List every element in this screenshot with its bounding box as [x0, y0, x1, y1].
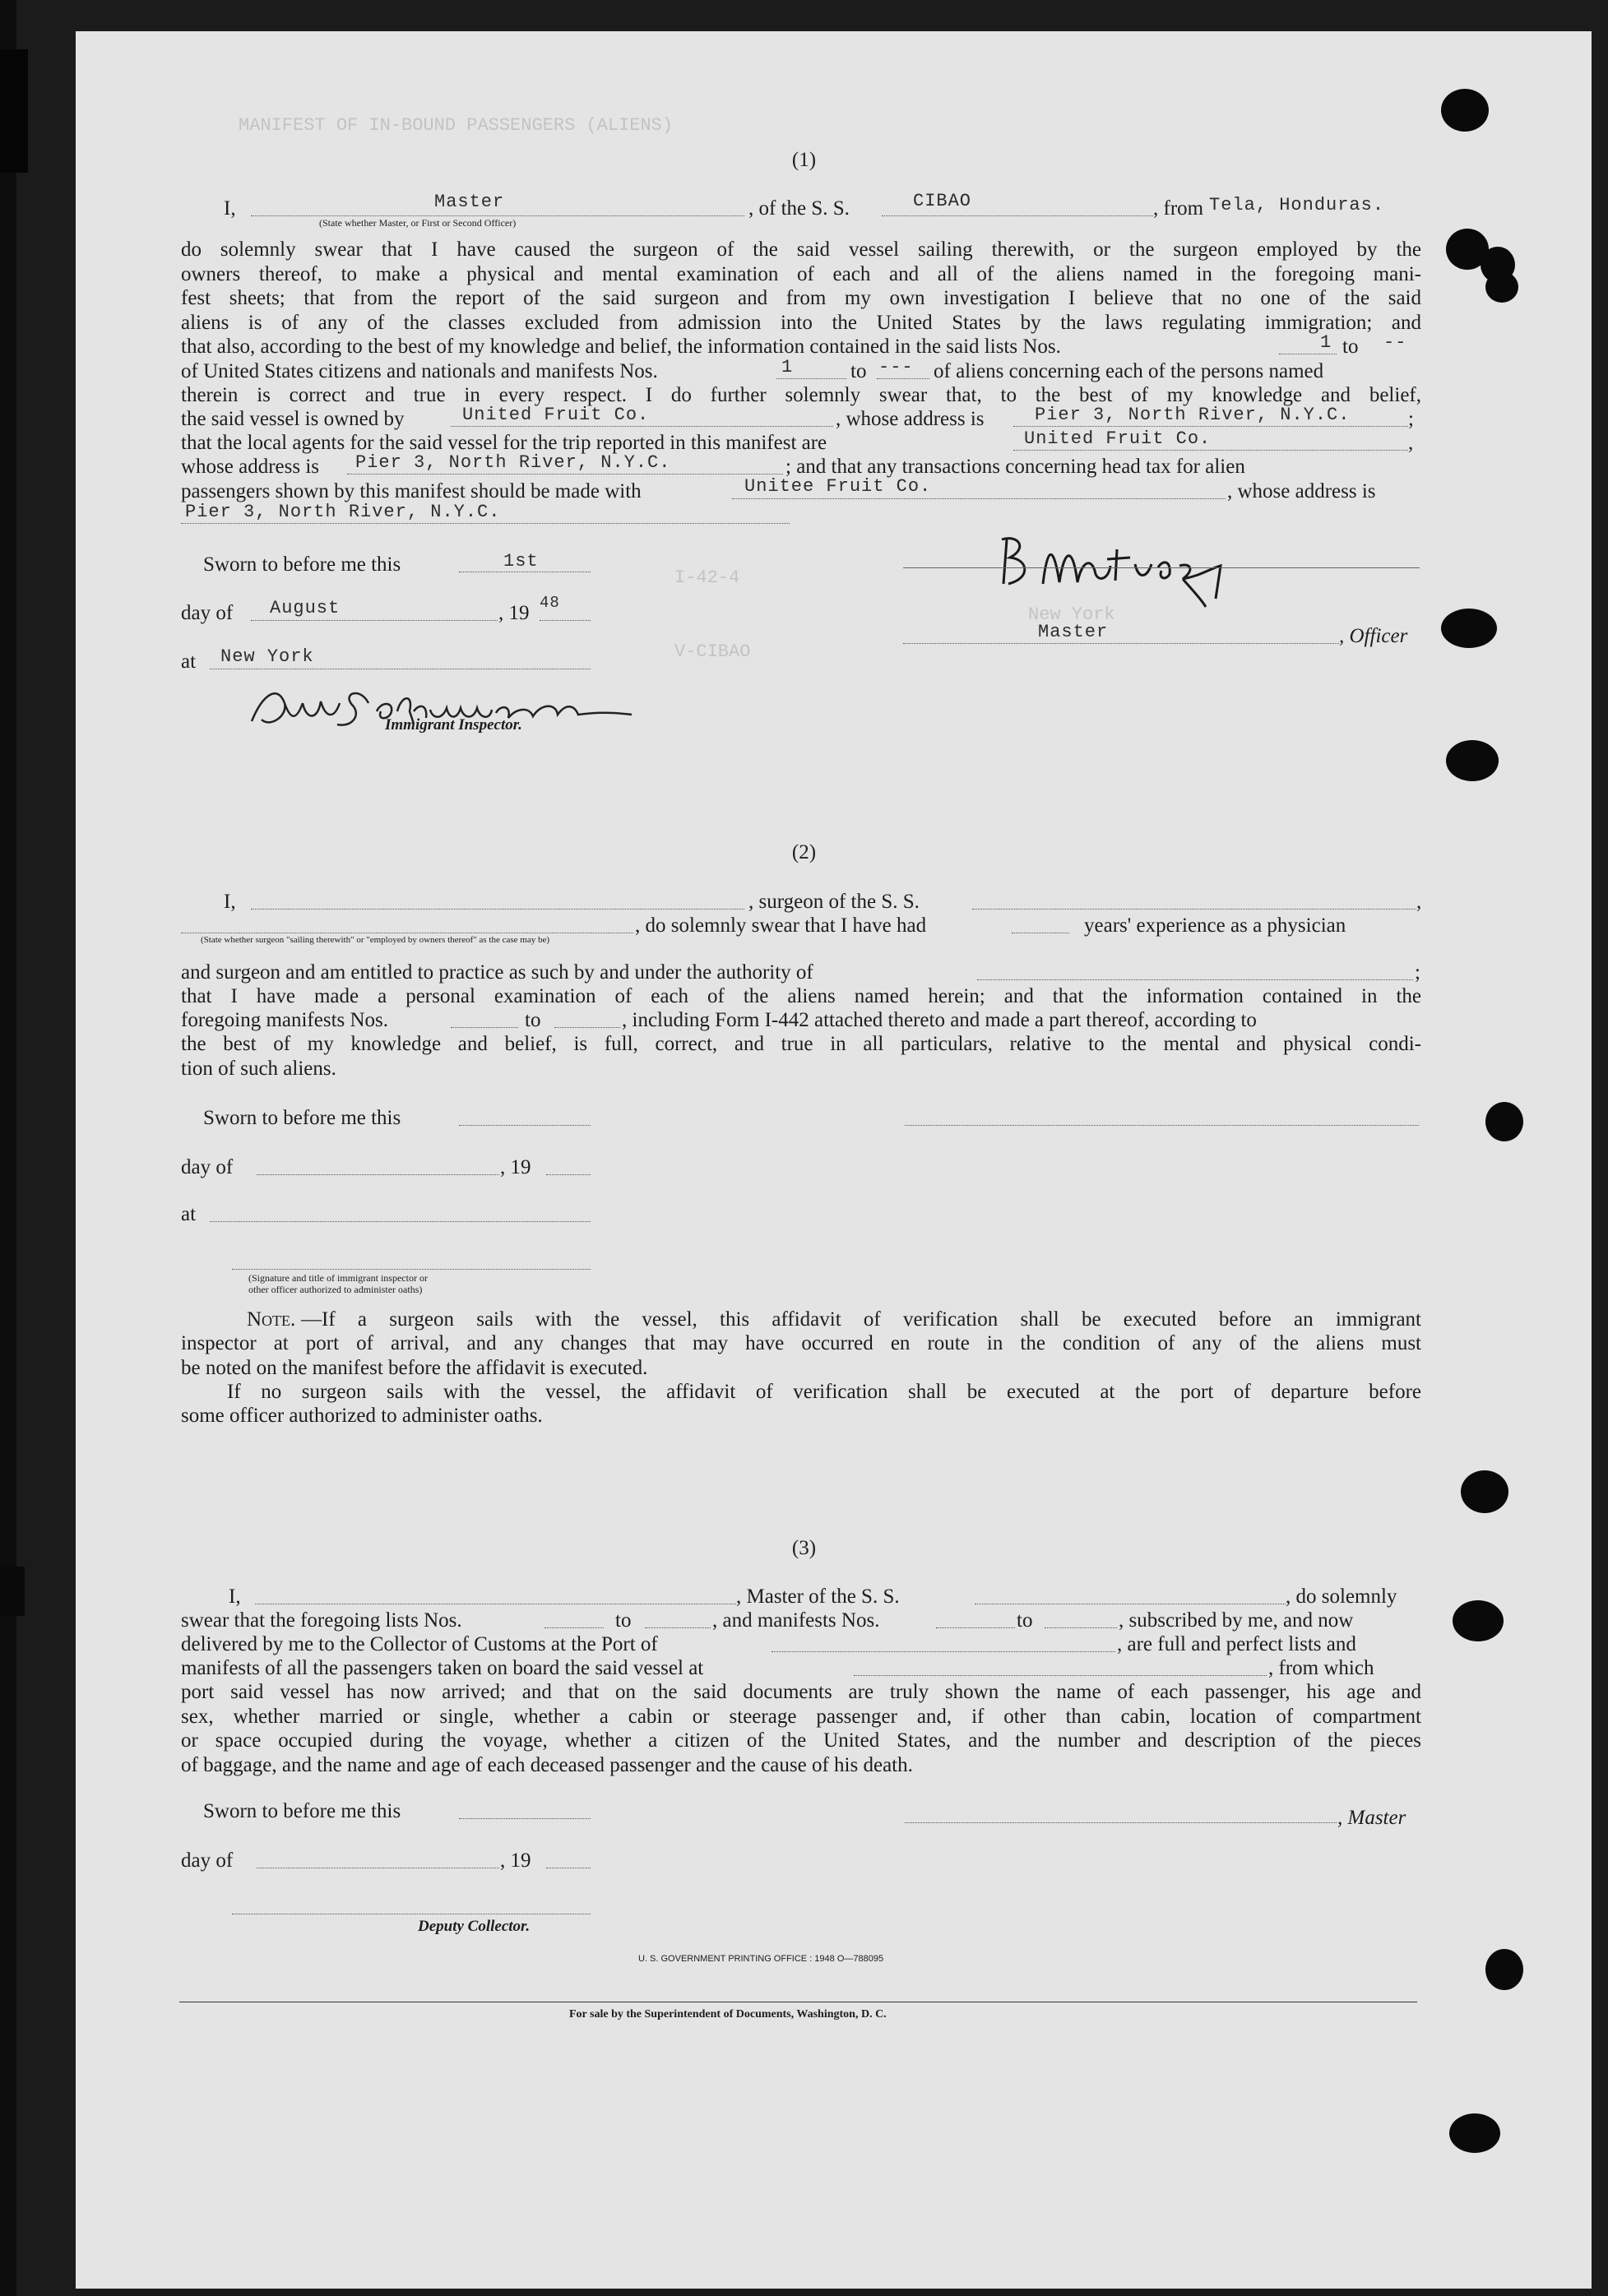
agents-value: United Fruit Co. [1024, 428, 1212, 449]
headtax-address-line [181, 523, 790, 524]
owner-address-value: Pier 3, North River, N.Y.C. [1035, 405, 1351, 425]
bleed-through: V-CIBAO [674, 641, 751, 662]
punctuation: ; [1408, 408, 1414, 430]
manifests-label: , and manifests Nos. [712, 1609, 880, 1632]
subscribed-label: , subscribed by me, and now [1119, 1609, 1354, 1632]
to-label: to [525, 1009, 541, 1031]
bleed-through: New York [1028, 604, 1115, 625]
swear-label: , do solemnly swear that I have had [635, 914, 927, 937]
body-line: that I have made a personal examination of each of the aliens named herein; and that the information contained in the [181, 985, 1421, 1007]
place-line [210, 1221, 591, 1222]
body-line: passengers shown by this manifest should be made with [181, 480, 642, 502]
binder-hole [1441, 609, 1497, 648]
year-prefix: , 19 [500, 1849, 531, 1872]
sworn-day-value: 1st [503, 551, 539, 572]
years-label: years' experience as a physician [1084, 914, 1346, 937]
to-label: to [615, 1609, 632, 1632]
to-label: to [850, 360, 867, 382]
manifests-to-line [554, 1027, 620, 1028]
day-of-label: day of [181, 1849, 234, 1872]
sworn-label: Sworn to before me this [203, 553, 401, 576]
section-3-number: (3) [791, 1537, 817, 1559]
manifests-from-line [451, 1027, 518, 1028]
for-sale-notice: For sale by the Superintendent of Documents, Washington, D. C. [569, 2008, 887, 2021]
to-label: to [1342, 336, 1359, 358]
body-line: manifests of all the passengers taken on board the said vessel at [181, 1657, 704, 1679]
owner-line [451, 426, 833, 427]
year-line [546, 1174, 591, 1175]
year-line [540, 620, 591, 621]
body-line: and surgeon and am entitled to practice as such by and under the authority of [181, 961, 813, 984]
manifests-from-line [936, 1627, 1015, 1628]
bleed-through: I-42-4 [674, 567, 740, 588]
at-label: at [181, 650, 197, 673]
binder-hole [1441, 89, 1489, 132]
i-label: I, [224, 891, 236, 913]
manifests-to-line [1045, 1627, 1117, 1628]
body-line: that the local agents for the said vessel for the trip reported in this manifest are [181, 432, 827, 454]
lists-from-value: 1 [1320, 332, 1332, 353]
note-line: If no surgeon sails with the vessel, the affidavit of verification shall be executed at the port of departure before [227, 1381, 1421, 1403]
lists-from-line [544, 1627, 604, 1628]
body-line: do solemnly swear that I have caused the surgeon of the said vessel sailing therewith, or the surgeon employed by the [181, 238, 1421, 261]
punctuation: ; [1415, 961, 1420, 984]
master-label: , Master of the S. S. [736, 1585, 900, 1608]
body-line: foregoing manifests Nos. [181, 1009, 389, 1031]
manifests-from-line [776, 378, 846, 379]
officer-rank-bottom-line [903, 643, 1339, 644]
address-label: , whose address is [836, 408, 985, 430]
officer-label: , Officer [1339, 625, 1408, 647]
body-line: , including Form I-442 attached thereto and made a part thereof, according to [622, 1009, 1257, 1031]
day-of-label: day of [181, 1156, 234, 1178]
body-line: , are full and perfect lists and [1117, 1633, 1356, 1655]
body-line: , from which [1268, 1657, 1374, 1679]
section-2-body [181, 984, 1421, 1009]
master-signature-line [905, 1822, 1337, 1823]
sworn-label: Sworn to before me this [203, 1800, 401, 1822]
binder-hole [1485, 271, 1518, 303]
note-head [247, 1308, 295, 1331]
vessel-line [972, 909, 1416, 910]
month-value: August [270, 598, 341, 618]
punctuation: , [1416, 891, 1422, 913]
section-2-body [181, 1032, 1421, 1081]
binder-hole [1453, 1600, 1504, 1641]
lists-to-value: -- [1383, 332, 1407, 353]
binder-hole [1449, 2113, 1500, 2153]
solemnly-label: , do solemnly [1286, 1585, 1397, 1608]
surgeon-label: , surgeon of the S. S. [748, 891, 920, 913]
scan-edge [0, 1567, 25, 1616]
section-1-number: (1) [791, 149, 817, 171]
body-line: , whose address is [1227, 480, 1376, 502]
to-label: to [1017, 1609, 1033, 1632]
master-sig-label: , Master [1337, 1807, 1406, 1829]
section-3-body [181, 1680, 1421, 1777]
body-line: aliens is of any of the classes excluded from admission into the United States by the laws regulating immigration; and [181, 311, 1421, 334]
punctuation: , [1408, 432, 1414, 454]
body-line: or space occupied during the voyage, whether a citizen of the United States, and the number and description of the pieces [181, 1729, 1421, 1752]
i-label: I, [224, 197, 236, 220]
binder-hole [1446, 740, 1499, 781]
note-line: be noted on the manifest before the affidavit is executed. [181, 1356, 648, 1379]
sig-note-1: (Signature and title of immigrant inspector or [248, 1272, 428, 1284]
surgeon-name-line [251, 909, 744, 910]
body-line: the said vessel is owned by [181, 408, 405, 430]
place-value: New York [220, 646, 314, 667]
vessel-line [882, 215, 1153, 216]
inspector-label: Immigrant Inspector. [385, 716, 522, 734]
body-line: tion of such aliens. [181, 1057, 336, 1080]
officer-rank-note: (State whether Master, or First or Second Officer) [319, 217, 517, 229]
surgeon-signature-line [905, 1125, 1419, 1126]
note-line: —If a surgeon sails with the vessel, this affidavit of verification shall be executed before an immigrant [301, 1308, 1421, 1331]
scan-edge [0, 49, 28, 173]
body-line: of aliens concerning each of the persons named [934, 360, 1324, 382]
sworn-day-line [459, 1818, 591, 1819]
owner-value: United Fruit Co. [462, 405, 650, 425]
note-body [181, 1331, 1421, 1380]
body-line: delivered by me to the Collector of Customs at the Port of [181, 1633, 658, 1655]
body-line: of baggage, and the name and age of each deceased passenger and the cause of his death. [181, 1753, 913, 1776]
binder-hole [1485, 1102, 1523, 1141]
month-line [251, 620, 498, 621]
note-head-text: Note. [247, 1308, 296, 1331]
day-of-label: day of [181, 602, 234, 624]
agents-address-value: Pier 3, North River, N.Y.C. [355, 452, 671, 473]
manifests-to-line [877, 378, 929, 379]
manifests-to-value: --- [878, 357, 914, 377]
officer-rank-bottom-value: Master [1038, 622, 1109, 642]
sig-note-2: other officer authorized to administer oaths) [248, 1284, 423, 1295]
section-2-number: (2) [791, 841, 817, 863]
section-1-body [181, 238, 1421, 335]
year-value: 48 [540, 594, 560, 612]
note-line: some officer authorized to administer oaths. [181, 1405, 543, 1427]
officer-rank-line [251, 215, 744, 216]
body-line: sex, whether married or single, whether a cabin or steerage passenger and, if other than cabin, location of compartment [181, 1705, 1421, 1728]
note-line: inspector at port of arrival, and any changes that may have occurred en route in the condition of any of the aliens must [181, 1332, 1421, 1354]
port-line [772, 1651, 1115, 1652]
officer-signature-line [903, 567, 1420, 568]
inspector-signature-line [232, 1269, 591, 1270]
month-line [257, 1174, 499, 1175]
bleed-through: MANIFEST OF IN-BOUND PASSENGERS (ALIENS) [239, 115, 674, 136]
body-line: of United States citizens and nationals and manifests Nos. [181, 360, 658, 382]
binder-hole [1461, 1470, 1508, 1513]
i-label: I, [229, 1585, 241, 1608]
headtax-line [732, 498, 1226, 499]
manifests-from-value: 1 [781, 357, 794, 377]
officer-signature [985, 533, 1298, 611]
sworn-label: Sworn to before me this [203, 1107, 401, 1129]
body-line: swear that the foregoing lists Nos. [181, 1609, 462, 1632]
vessel-value: CIBAO [913, 191, 972, 211]
surgeon-type-note: (State whether surgeon "sailing therewith" or "employed by owners thereof" as the case may be) [201, 935, 550, 945]
agents-line [1013, 450, 1408, 451]
headtax-address-value: Pier 3, North River, N.Y.C. [185, 502, 501, 522]
sworn-day-line [459, 1125, 591, 1126]
body-line: the best of my knowledge and belief, is full, correct, and true in all particulars, relative to the mental and physical condi- [181, 1033, 1421, 1055]
body-line: that also, according to the best of my knowledge and belief, the information contained in the said lists Nos. [181, 336, 1061, 358]
owner-address-line [1013, 426, 1408, 427]
lists-to-line [645, 1627, 711, 1628]
departure-port-line [854, 1675, 1267, 1676]
body-line: fest sheets; that from the report of the said surgeon and from my own investigation I believe that no one of the said [181, 287, 1421, 309]
headtax-value: Unitee Fruit Co. [744, 476, 932, 497]
body-line: whose address is [181, 456, 320, 478]
at-label: at [181, 1203, 197, 1225]
authority-line [977, 979, 1413, 980]
scan-edge [0, 0, 16, 2296]
of-ss-label: , of the S. S. [748, 197, 850, 220]
body-line: therein is correct and true in every respect. I do further solemnly swear that, to the best of my knowledge and belief, [181, 384, 1421, 406]
body-line: port said vessel has now arrived; and that on the said documents are truly shown the name of each passenger, his age and [181, 1681, 1421, 1703]
year-prefix: , 19 [498, 602, 530, 624]
year-prefix: , 19 [500, 1156, 531, 1178]
body-line: ; and that any transactions concerning head tax for alien [785, 456, 1245, 478]
from-label: , from [1153, 197, 1204, 220]
printing-office-imprint: U. S. GOVERNMENT PRINTING OFFICE : 1948 O—788095 [638, 1954, 884, 1964]
from-port-value: Tela, Honduras. [1209, 195, 1385, 215]
deputy-label: Deputy Collector. [418, 1918, 531, 1935]
body-line: owners thereof, to make a physical and mental examination of each and all of the aliens named in the foregoing mani- [181, 262, 1421, 285]
officer-rank-value: Master [434, 192, 505, 212]
binder-hole [1485, 1949, 1523, 1990]
